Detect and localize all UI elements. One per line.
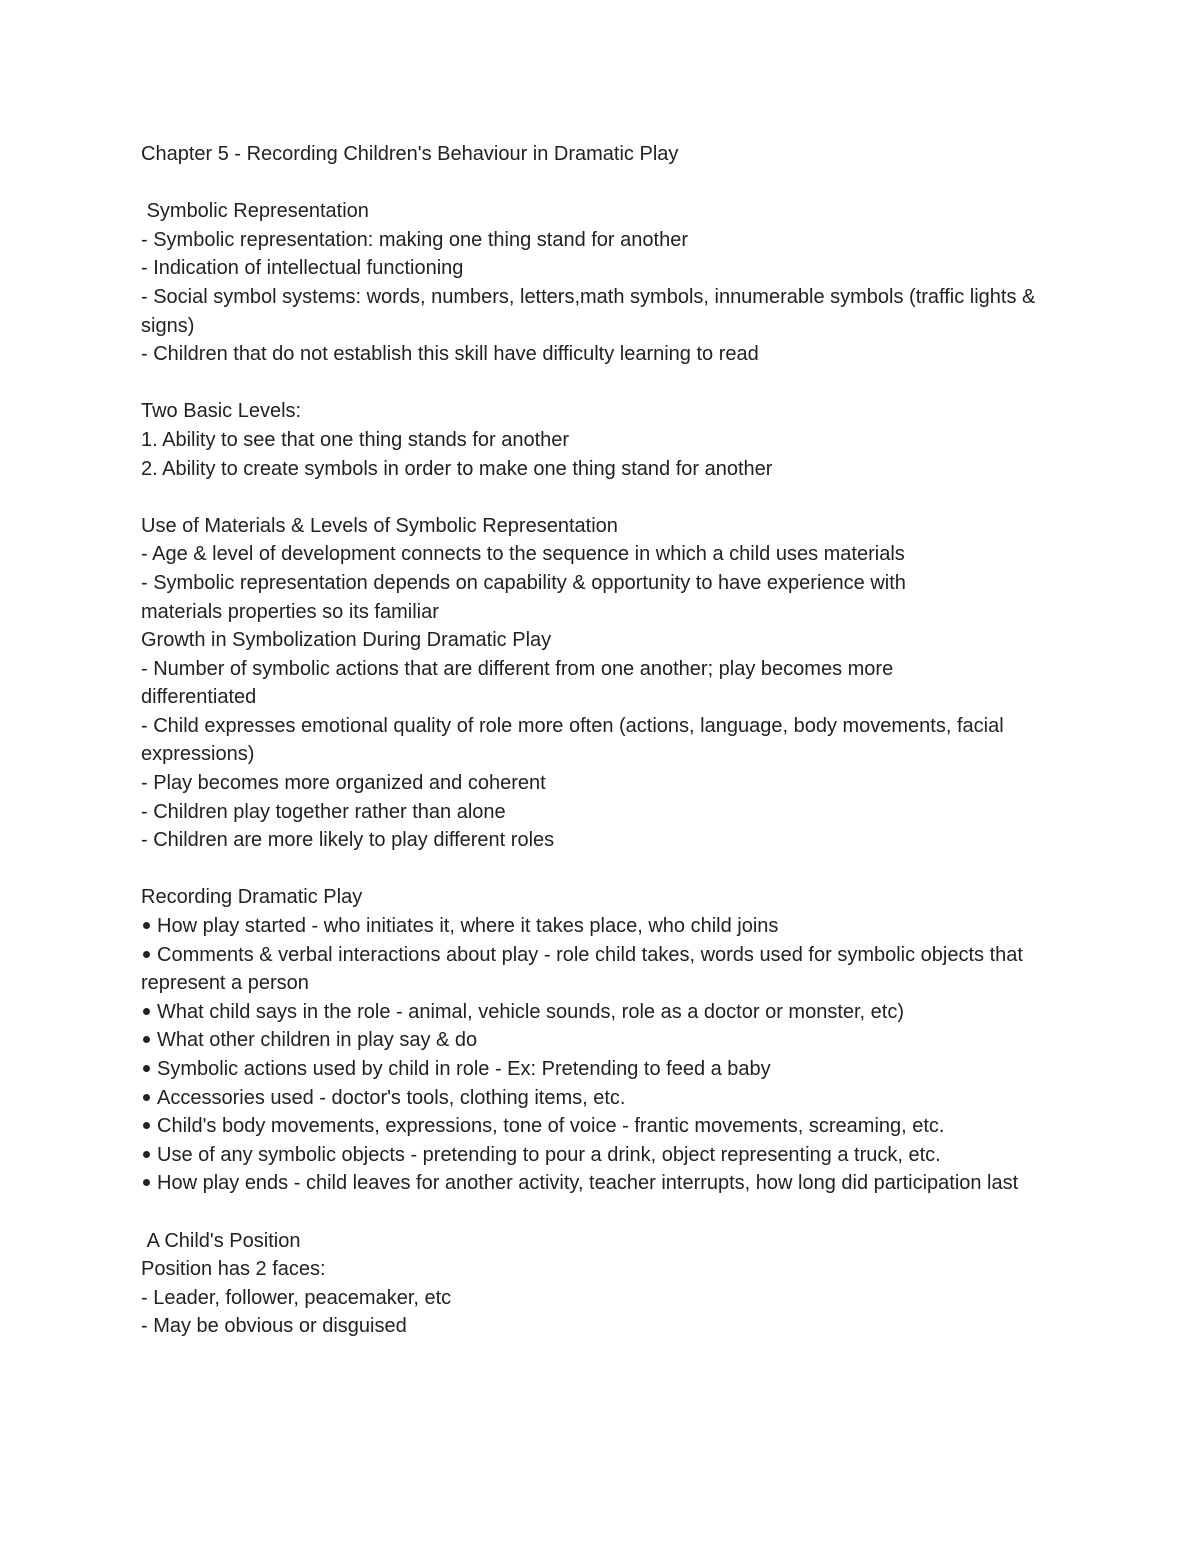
- blank-line: [141, 369, 1071, 398]
- list-item: - Children that do not establish this skill have difficulty learning to read: [141, 343, 759, 366]
- list-item: - Indication of intellectual functioning: [141, 257, 464, 280]
- bullet-item: [141, 1141, 1071, 1170]
- bullet-icon: [143, 1151, 150, 1158]
- list-item: - May be obvious or disguised: [141, 1315, 407, 1338]
- bullet-icon: [143, 922, 150, 929]
- bullet-text: Child's body movements, expressions, tone of voice - frantic movements, screaming, etc.: [157, 1115, 945, 1138]
- blank-line: [141, 1198, 1071, 1227]
- bullet-item: [141, 998, 1071, 1027]
- list-item: 1. Ability to see that one thing stands for another: [141, 428, 570, 451]
- bullet-item: [141, 1084, 1071, 1113]
- bullet-item: [141, 1055, 1071, 1084]
- list-item: - Symbolic representation: making one thing stand for another: [141, 228, 688, 251]
- list-item: - Age & level of development connects to the sequence in which a child uses materials: [141, 543, 905, 566]
- document-page: [141, 140, 1071, 1341]
- bullet-item: [141, 1112, 1071, 1141]
- bullet-text: Accessories used - doctor's tools, clothing items, etc.: [157, 1086, 626, 1109]
- blank-line: [141, 855, 1071, 884]
- list-item: Position has 2 faces:: [141, 1258, 326, 1281]
- section-heading-position: A Child's Position: [141, 1229, 301, 1252]
- bullet-item: [141, 912, 1071, 941]
- section-heading-levels: Two Basic Levels:: [141, 400, 302, 423]
- blank-line: [141, 169, 1071, 198]
- bullet-icon: [143, 1065, 150, 1072]
- bullet-item: [141, 1026, 1071, 1055]
- list-item: - Children play together rather than alone: [141, 800, 506, 823]
- list-item: - Leader, follower, peacemaker, etc: [141, 1286, 452, 1309]
- list-item: - Number of symbolic actions that are different from one another; play becomes more differentiated: [141, 657, 899, 709]
- bullet-icon: [143, 1094, 150, 1101]
- bullet-text: Symbolic actions used by child in role - Ex: Pretending to feed a baby: [157, 1058, 771, 1080]
- document-title: Chapter 5 - Recording Children's Behaviour in Dramatic Play: [141, 143, 679, 165]
- section-heading-symbolic: Symbolic Representation: [141, 200, 369, 223]
- section-heading-recording: Recording Dramatic Play: [141, 886, 363, 909]
- bullet-text: How play ends - child leaves for another activity, teacher interrupts, how long did participation last: [157, 1172, 1019, 1195]
- list-item: - Child expresses emotional quality of role more often (actions, language, body movements, facial expressions): [141, 714, 1010, 766]
- bullet-text: What child says in the role - animal, vehicle sounds, role as a doctor or monster, etc): [157, 1000, 905, 1023]
- bullet-text: How play started - who initiates it, where it takes place, who child joins: [157, 915, 779, 938]
- bullet-item: [141, 1169, 1056, 1198]
- section-heading-materials: Use of Materials & Levels of Symbolic Representation: [141, 514, 618, 537]
- list-item: 2. Ability to create symbols in order to make one thing stand for another: [141, 457, 773, 480]
- bullet-text: Use of any symbolic objects - pretending to pour a drink, object representing a truck, etc.: [157, 1143, 941, 1166]
- section-heading-growth: Growth in Symbolization During Dramatic Play: [141, 629, 552, 652]
- bullet-text: What other children in play say & do: [157, 1029, 478, 1052]
- bullet-icon: [143, 1036, 150, 1043]
- bullet-icon: [143, 1179, 150, 1186]
- list-item: - Social symbol systems: words, numbers, letters,math symbols, innumerable symbols (traffic lights & signs): [141, 285, 1041, 337]
- list-item: - Children are more likely to play different roles: [141, 829, 555, 852]
- bullet-text: Comments & verbal interactions about play - role child takes, words used for symbolic objects that represent a person: [141, 943, 1029, 995]
- list-item: - Symbolic representation depends on capability & opportunity to have experience with materials properties so its familiar: [141, 571, 912, 623]
- bullet-item: [141, 941, 1056, 998]
- list-item: - Play becomes more organized and coherent: [141, 772, 546, 795]
- bullet-icon: [143, 1008, 150, 1015]
- bullet-icon: [143, 951, 150, 958]
- blank-line: [141, 483, 1071, 512]
- bullet-icon: [143, 1122, 150, 1129]
